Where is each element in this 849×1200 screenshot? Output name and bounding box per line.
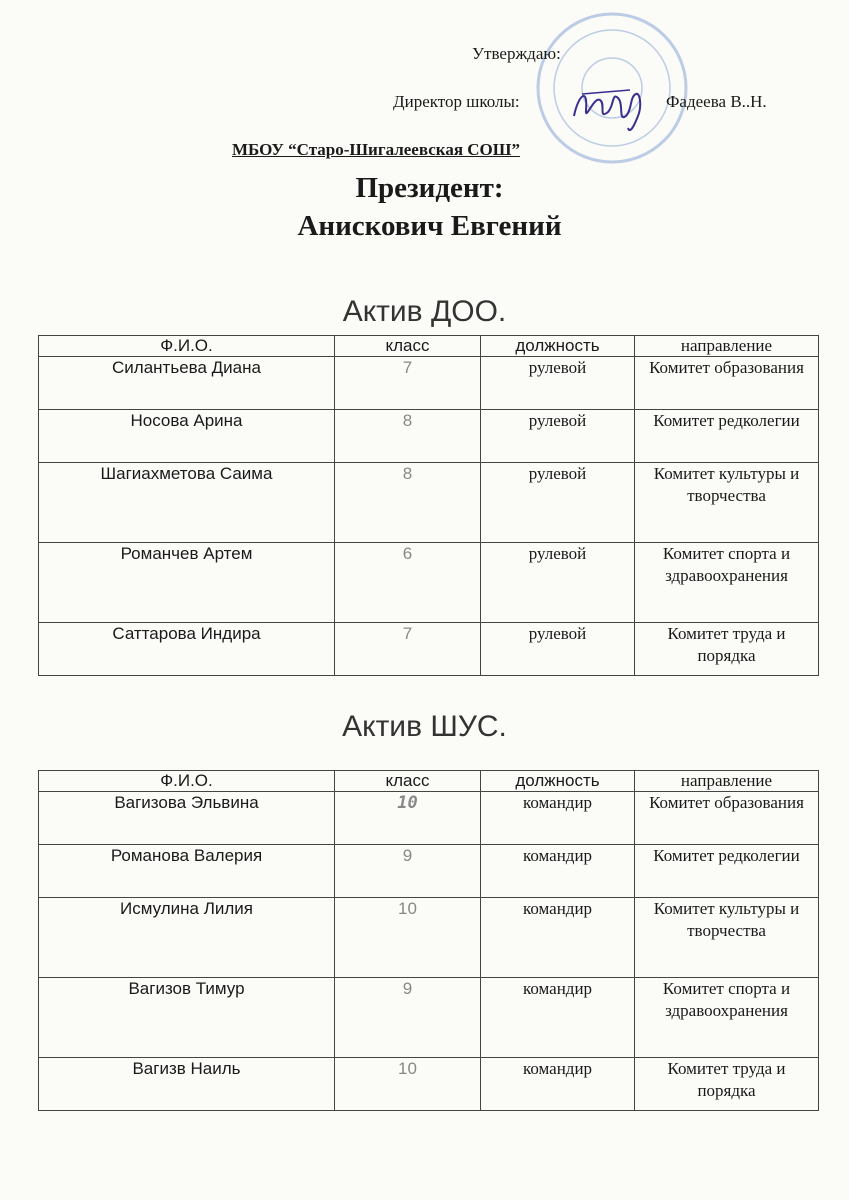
cell-direction: Комитет редколегии (635, 410, 819, 463)
cell-role: рулевой (481, 410, 635, 463)
director-name: Фадеева В..Н. (666, 92, 767, 111)
cell-name: Вагизов Тимур (39, 978, 335, 1058)
cell-grade: 8 (335, 410, 481, 463)
cell-grade: 9 (335, 845, 481, 898)
cell-role: командир (481, 1058, 635, 1111)
cell-direction: Комитет редколегии (635, 845, 819, 898)
cell-role: рулевой (481, 463, 635, 543)
table-row (39, 845, 819, 898)
column-header-role: должность (481, 336, 635, 357)
cell-direction: Комитет спорта и здравоохранения (635, 543, 819, 623)
column-header-grade: класс (335, 771, 481, 792)
cell-grade: 9 (335, 978, 481, 1058)
column-header-direction: направление (635, 336, 819, 357)
table-header-row (39, 771, 819, 792)
cell-grade: 10 (335, 1058, 481, 1111)
president-title: Президент: (355, 172, 504, 204)
shus-table (38, 770, 819, 1111)
cell-role: командир (481, 845, 635, 898)
cell-name: Романчев Артем (39, 543, 335, 623)
school-name: МБОУ “Старо-Шигалеевская СОШ” (232, 140, 520, 159)
cell-grade: 7 (335, 357, 481, 410)
cell-direction: Комитет культуры и творчества (635, 898, 819, 978)
cell-grade: 6 (335, 543, 481, 623)
table-header-row (39, 336, 819, 357)
cell-grade: 7 (335, 623, 481, 676)
column-header-grade: класс (335, 336, 481, 357)
table-row (39, 357, 819, 410)
cell-direction: Комитет труда и порядка (635, 623, 819, 676)
table-row (39, 1058, 819, 1111)
cell-grade: 8 (335, 463, 481, 543)
cell-direction: Комитет труда и порядка (635, 1058, 819, 1111)
director-signature (568, 76, 648, 136)
cell-grade: 10 (335, 898, 481, 978)
cell-role: рулевой (481, 357, 635, 410)
cell-name: Саттарова Индира (39, 623, 335, 676)
cell-role: рулевой (481, 543, 635, 623)
table-row (39, 792, 819, 845)
cell-grade: 10 (335, 792, 481, 845)
cell-role: командир (481, 978, 635, 1058)
column-header-direction: направление (635, 771, 819, 792)
cell-name: Вагизова Эльвина (39, 792, 335, 845)
column-header-role: должность (481, 771, 635, 792)
cell-role: командир (481, 792, 635, 845)
cell-name: Шагиахметова Саима (39, 463, 335, 543)
column-header-name: Ф.И.О. (39, 336, 335, 357)
cell-name: Вагизв Наиль (39, 1058, 335, 1111)
cell-role: рулевой (481, 623, 635, 676)
cell-name: Силантьева Диана (39, 357, 335, 410)
director-label: Директор школы: (393, 92, 520, 111)
table-row (39, 463, 819, 543)
cell-name: Носова Арина (39, 410, 335, 463)
table-row (39, 898, 819, 978)
doo-table (38, 335, 819, 676)
cell-direction: Комитет спорта и здравоохранения (635, 978, 819, 1058)
table-row (39, 543, 819, 623)
doo-section-title: Актив ДОО. (342, 295, 507, 328)
cell-direction: Комитет образования (635, 792, 819, 845)
approval-label: Утверждаю: (472, 44, 561, 63)
president-name: Анискович Евгений (297, 210, 562, 242)
cell-role: командир (481, 898, 635, 978)
cell-direction: Комитет образования (635, 357, 819, 410)
shus-section-title: Актив ШУС. (342, 710, 507, 743)
table-row (39, 978, 819, 1058)
cell-name: Исмулина Лилия (39, 898, 335, 978)
cell-direction: Комитет культуры и творчества (635, 463, 819, 543)
table-row (39, 623, 819, 676)
table-row (39, 410, 819, 463)
cell-name: Романова Валерия (39, 845, 335, 898)
column-header-name: Ф.И.О. (39, 771, 335, 792)
